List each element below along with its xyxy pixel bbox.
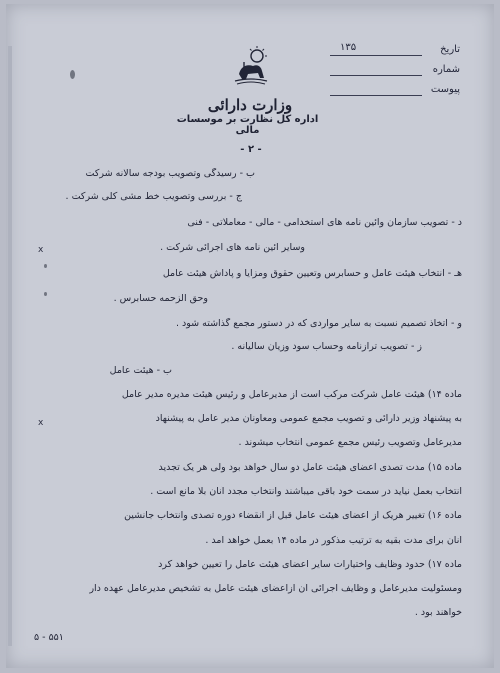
- page-fold-shadow: [8, 46, 12, 646]
- body-line: مدیرعامل وتصویب رئیس مجمع عمومی انتخاب میشوند .: [238, 437, 462, 448]
- body-line: ومسئولیت مدیرعامل و وظایف اجرائی آن ازاعضای هیئت عامل به تشخیص مدیرعامل عهده دار: [89, 583, 462, 594]
- body-line: انتخاب بعمل نیاید در سمت خود باقی میباشند وانتخاب مجدد آنان بلا مانع است .: [150, 486, 462, 497]
- footer-code: ۵۵۱ - ۵: [34, 632, 64, 643]
- ministry-title: وزارت دارائی: [207, 96, 293, 114]
- body-line: ب - رسیدگی وتصویب بودجه سالانه شرکت: [85, 168, 255, 179]
- body-line: وحق الزحمه حسابرس .: [113, 293, 208, 304]
- body-line: ج - بررسی وتصویب خط مشی کلی شرکت .: [65, 191, 242, 202]
- body-line: و - اتخاذ تصمیم نسبت به سایر مواردی که در دستور مجمع گذاشته شود .: [175, 318, 462, 329]
- body-line: ماده ۱۶) تغییر هریک از اعضای هیئت عامل قبل از انقضاء دوره تصدی وانتخاب جانشین: [124, 510, 462, 521]
- date-label: تاریخ: [440, 44, 460, 55]
- number-line: [330, 75, 422, 76]
- margin-x-mark: x: [38, 418, 44, 428]
- date-value: ۱۳۵: [340, 42, 357, 53]
- body-line: د - تصویب سازمان وآئین نامه های استخدامی - مالی - معاملاتی - فنی: [187, 217, 462, 228]
- date-field: [330, 44, 460, 58]
- attachment-field: [330, 84, 460, 98]
- section-heading: ب - هیئت عامل: [109, 365, 172, 376]
- margin-x-mark: x: [38, 245, 44, 255]
- number-field: [330, 64, 460, 78]
- body-line: ماده ۱۴) هیئت عامل شرکت مرکب است از مدیرعامل و رئیس هیئت مدیره مدیر عامل: [121, 389, 462, 400]
- number-label: شماره: [432, 64, 460, 75]
- body-line: ز - تصویب ترازنامه وحساب سود وزیان سالیانه .: [231, 341, 422, 352]
- body-line: به پیشنهاد وزیر دارائی و تصویب مجمع عمومی ومعاونان مدیر عامل به پیشنهاد: [155, 413, 462, 424]
- office-subtitle: اداره کل نظارت بر موسسات مالی: [176, 114, 319, 136]
- attachment-line: [330, 95, 422, 96]
- body-line: وسایر آئین نامه های اجرائی شرکت .: [160, 242, 305, 253]
- body-line: ماده ۱۵) مدت تصدی اعضای هیئت عامل دو سال خواهد بود ولی هر یک تجدید: [158, 462, 462, 473]
- ink-blot: [70, 70, 75, 79]
- body-line: آنان برای مدت بقیه به ترتیب مذکور در ماده ۱۴ بعمل خواهد آمد .: [205, 535, 462, 546]
- attachment-label: پیوست: [430, 84, 460, 95]
- page-number: - ۲ -: [240, 144, 262, 155]
- ink-blot: [44, 264, 47, 268]
- lion-and-sun-emblem-icon: [231, 44, 271, 86]
- body-line: ماده ۱۷) حدود وظایف واختیارات سایر اعضای هیئت عامل را تعیین خواهد کرد: [158, 559, 462, 570]
- date-line: [330, 55, 422, 56]
- ink-blot: [44, 292, 47, 296]
- body-line: خواهند بود .: [414, 607, 462, 618]
- body-line: هـ - انتخاب هیئت عامل و حسابرس وتعیین حقوق ومزایا و پاداش هیئت عامل: [162, 268, 462, 279]
